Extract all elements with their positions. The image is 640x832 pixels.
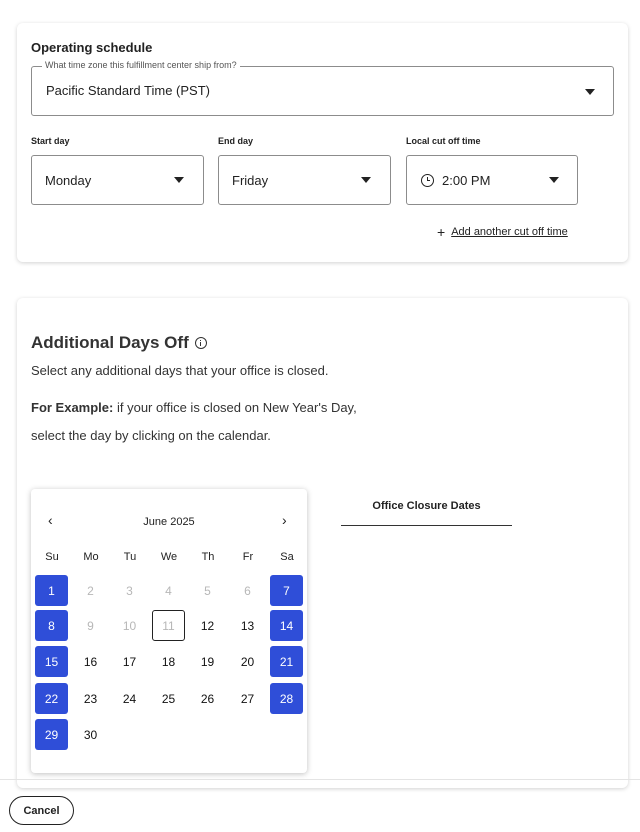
calendar-day[interactable]: 20	[240, 654, 255, 669]
calendar-day[interactable]: 28	[270, 683, 303, 714]
calendar-day[interactable]: 27	[240, 691, 255, 706]
add-cutoff-time-link[interactable]	[437, 223, 568, 240]
add-cutoff-time-label: Add another cut off time	[451, 226, 568, 238]
calendar-day[interactable]: 29	[35, 719, 68, 750]
days-off-example-line2: select the day by clicking on the calendar.	[31, 428, 271, 443]
calendar-day[interactable]: 26	[200, 691, 215, 706]
calendar-day[interactable]: 15	[35, 646, 68, 677]
caret-down-icon	[549, 177, 559, 183]
weekday-label: We	[160, 551, 178, 563]
weekday-label: Tu	[123, 551, 137, 563]
calendar-day[interactable]: 30	[83, 727, 98, 742]
caret-down-icon	[361, 177, 371, 183]
calendar-day[interactable]: 17	[122, 654, 137, 669]
calendar-day[interactable]: 18	[161, 654, 176, 669]
timezone-value: Pacific Standard Time (PST)	[46, 83, 210, 98]
calendar-day[interactable]: 19	[200, 654, 215, 669]
example-bold: For Example:	[31, 400, 114, 415]
calendar-month-label: June 2025	[143, 516, 195, 528]
plus-icon: +	[437, 223, 446, 240]
days-off-heading	[31, 333, 207, 353]
calendar-day: 6	[244, 583, 251, 598]
calendar-day[interactable]: 24	[122, 691, 137, 706]
cancel-button[interactable]: Cancel	[9, 796, 74, 825]
calendar-day: 3	[126, 583, 133, 598]
calendar-day: 2	[87, 583, 94, 598]
calendar-day: 10	[122, 618, 137, 633]
office-closure-dates-title: Office Closure Dates	[372, 500, 481, 512]
clock-icon	[421, 174, 434, 187]
chevron-right-icon[interactable]: ›	[282, 512, 287, 528]
calendar-day[interactable]: 23	[83, 691, 98, 706]
weekday-label: Mo	[83, 551, 99, 563]
calendar-day[interactable]: 16	[83, 654, 98, 669]
weekday-label: Th	[201, 551, 215, 563]
end-day-label: End day	[218, 136, 254, 146]
end-day-value: Friday	[232, 173, 269, 188]
days-off-example	[31, 400, 357, 415]
example-text: if your office is closed on New Year's Day,	[113, 400, 357, 415]
calendar-day[interactable]: 13	[240, 618, 255, 633]
calendar-day[interactable]: 11	[152, 610, 185, 641]
calendar-day[interactable]: 1	[35, 575, 68, 606]
weekday-label: Fr	[242, 551, 254, 563]
additional-days-off-card	[17, 298, 628, 788]
operating-schedule-card	[17, 23, 628, 262]
weekday-label: Su	[45, 551, 59, 563]
cutoff-time-label: Local cut off time	[406, 136, 481, 146]
days-off-description: Select any additional days that your office is closed.	[31, 363, 329, 378]
calendar-day: 9	[87, 618, 94, 633]
calendar-day: 5	[204, 583, 211, 598]
office-closure-divider	[341, 525, 512, 526]
calendar-picker	[31, 489, 307, 773]
cutoff-time-select[interactable]	[406, 155, 578, 205]
start-day-value: Monday	[45, 173, 92, 188]
calendar-day[interactable]: 21	[270, 646, 303, 677]
caret-down-icon	[174, 177, 184, 183]
footer-divider	[0, 779, 640, 780]
caret-down-icon	[585, 89, 595, 95]
calendar-day[interactable]: 25	[161, 691, 176, 706]
calendar-day[interactable]: 8	[35, 610, 68, 641]
calendar-day[interactable]: 7	[270, 575, 303, 606]
operating-schedule-title: Operating schedule	[31, 40, 153, 55]
timezone-select[interactable]	[31, 60, 614, 116]
cutoff-time-value: 2:00 PM	[442, 173, 491, 188]
timezone-legend: What time zone this fulfillment center ship from?	[42, 60, 240, 70]
chevron-left-icon[interactable]: ‹	[48, 512, 53, 528]
end-day-select[interactable]	[218, 155, 391, 205]
calendar-day[interactable]: 14	[270, 610, 303, 641]
calendar-day[interactable]: 22	[35, 683, 68, 714]
calendar-day[interactable]: 12	[200, 618, 215, 633]
info-icon[interactable]	[195, 337, 207, 349]
days-off-title: Additional Days Off	[31, 333, 189, 352]
start-day-label: Start day	[31, 136, 70, 146]
start-day-select[interactable]	[31, 155, 204, 205]
calendar-day: 4	[165, 583, 172, 598]
weekday-label: Sa	[280, 551, 294, 563]
